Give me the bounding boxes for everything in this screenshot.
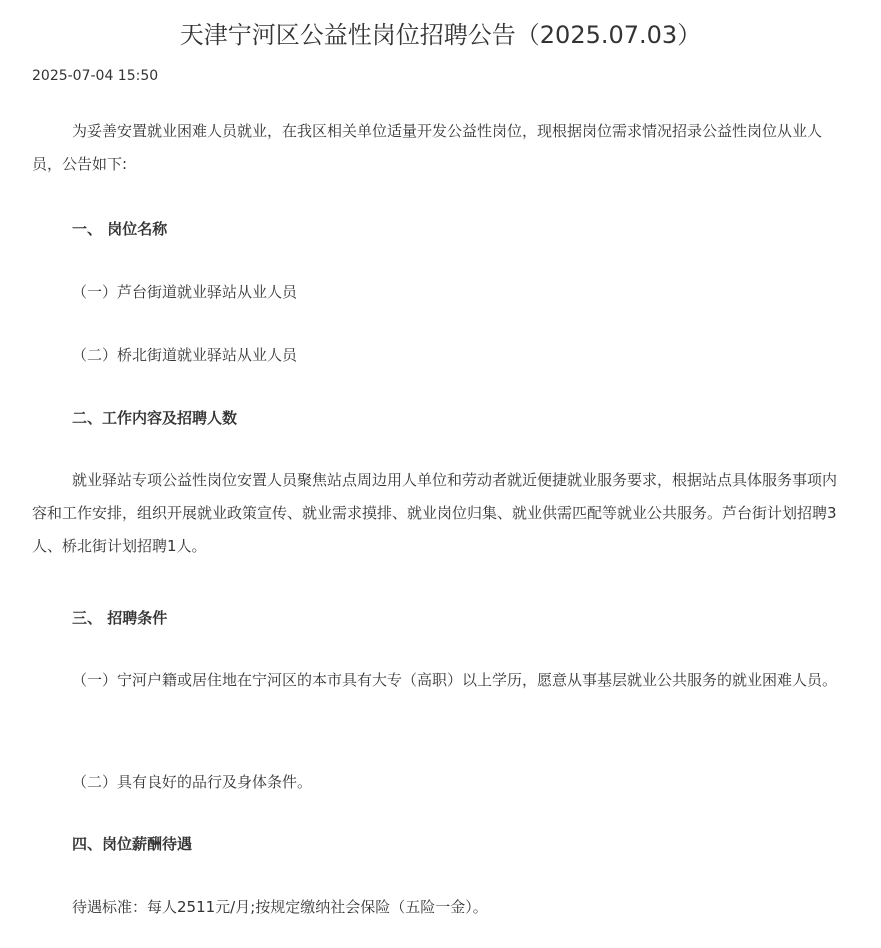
section-heading-duties: 二、工作内容及招聘人数	[72, 409, 238, 427]
position-item-lutai: （一）芦台街道就业驿站从业人员	[72, 283, 298, 301]
section-heading-positions: 一、 岗位名称	[72, 220, 168, 238]
intro-paragraph: 为妥善安置就业困难人员就业，在我区相关单位适量开发公益性岗位，现根据岗位需求情况招录公益性岗位从业人员，公告如下:	[32, 122, 823, 173]
requirement-item-2: （二）具有良好的品行及身体条件。	[72, 773, 313, 791]
section-heading-salary: 四、岗位薪酬待遇	[72, 835, 193, 853]
page-title: 天津宁河区公益性岗位招聘公告（2025.07.03）	[179, 21, 702, 49]
requirement-item-1: （一）宁河户籍或居住地在宁河区的本市具有大专（高职）以上学历，愿意从事基层就业公共服务的就业困难人员。	[72, 671, 838, 689]
salary-paragraph: 待遇标准：每人2511元/月;按规定缴纳社会保险（五险一金）。	[72, 898, 488, 916]
section-heading-requirements: 三、 招聘条件	[72, 609, 168, 627]
duties-paragraph: 就业驿站专项公益性岗位安置人员聚焦站点周边用人单位和劳动者就近便捷就业服务要求，根据站点具体服务事项内容和工作安排，组织开展就业政策宣传、就业需求摸排、就业岗位归集、就业供需匹配等就业公共服务。芦台街计划招聘3人、桥北街计划招聘1人。	[32, 471, 838, 555]
publish-date: 2025-07-04 15:50	[32, 68, 159, 84]
position-item-qiaobei: （二）桥北街道就业驿站从业人员	[72, 346, 298, 364]
